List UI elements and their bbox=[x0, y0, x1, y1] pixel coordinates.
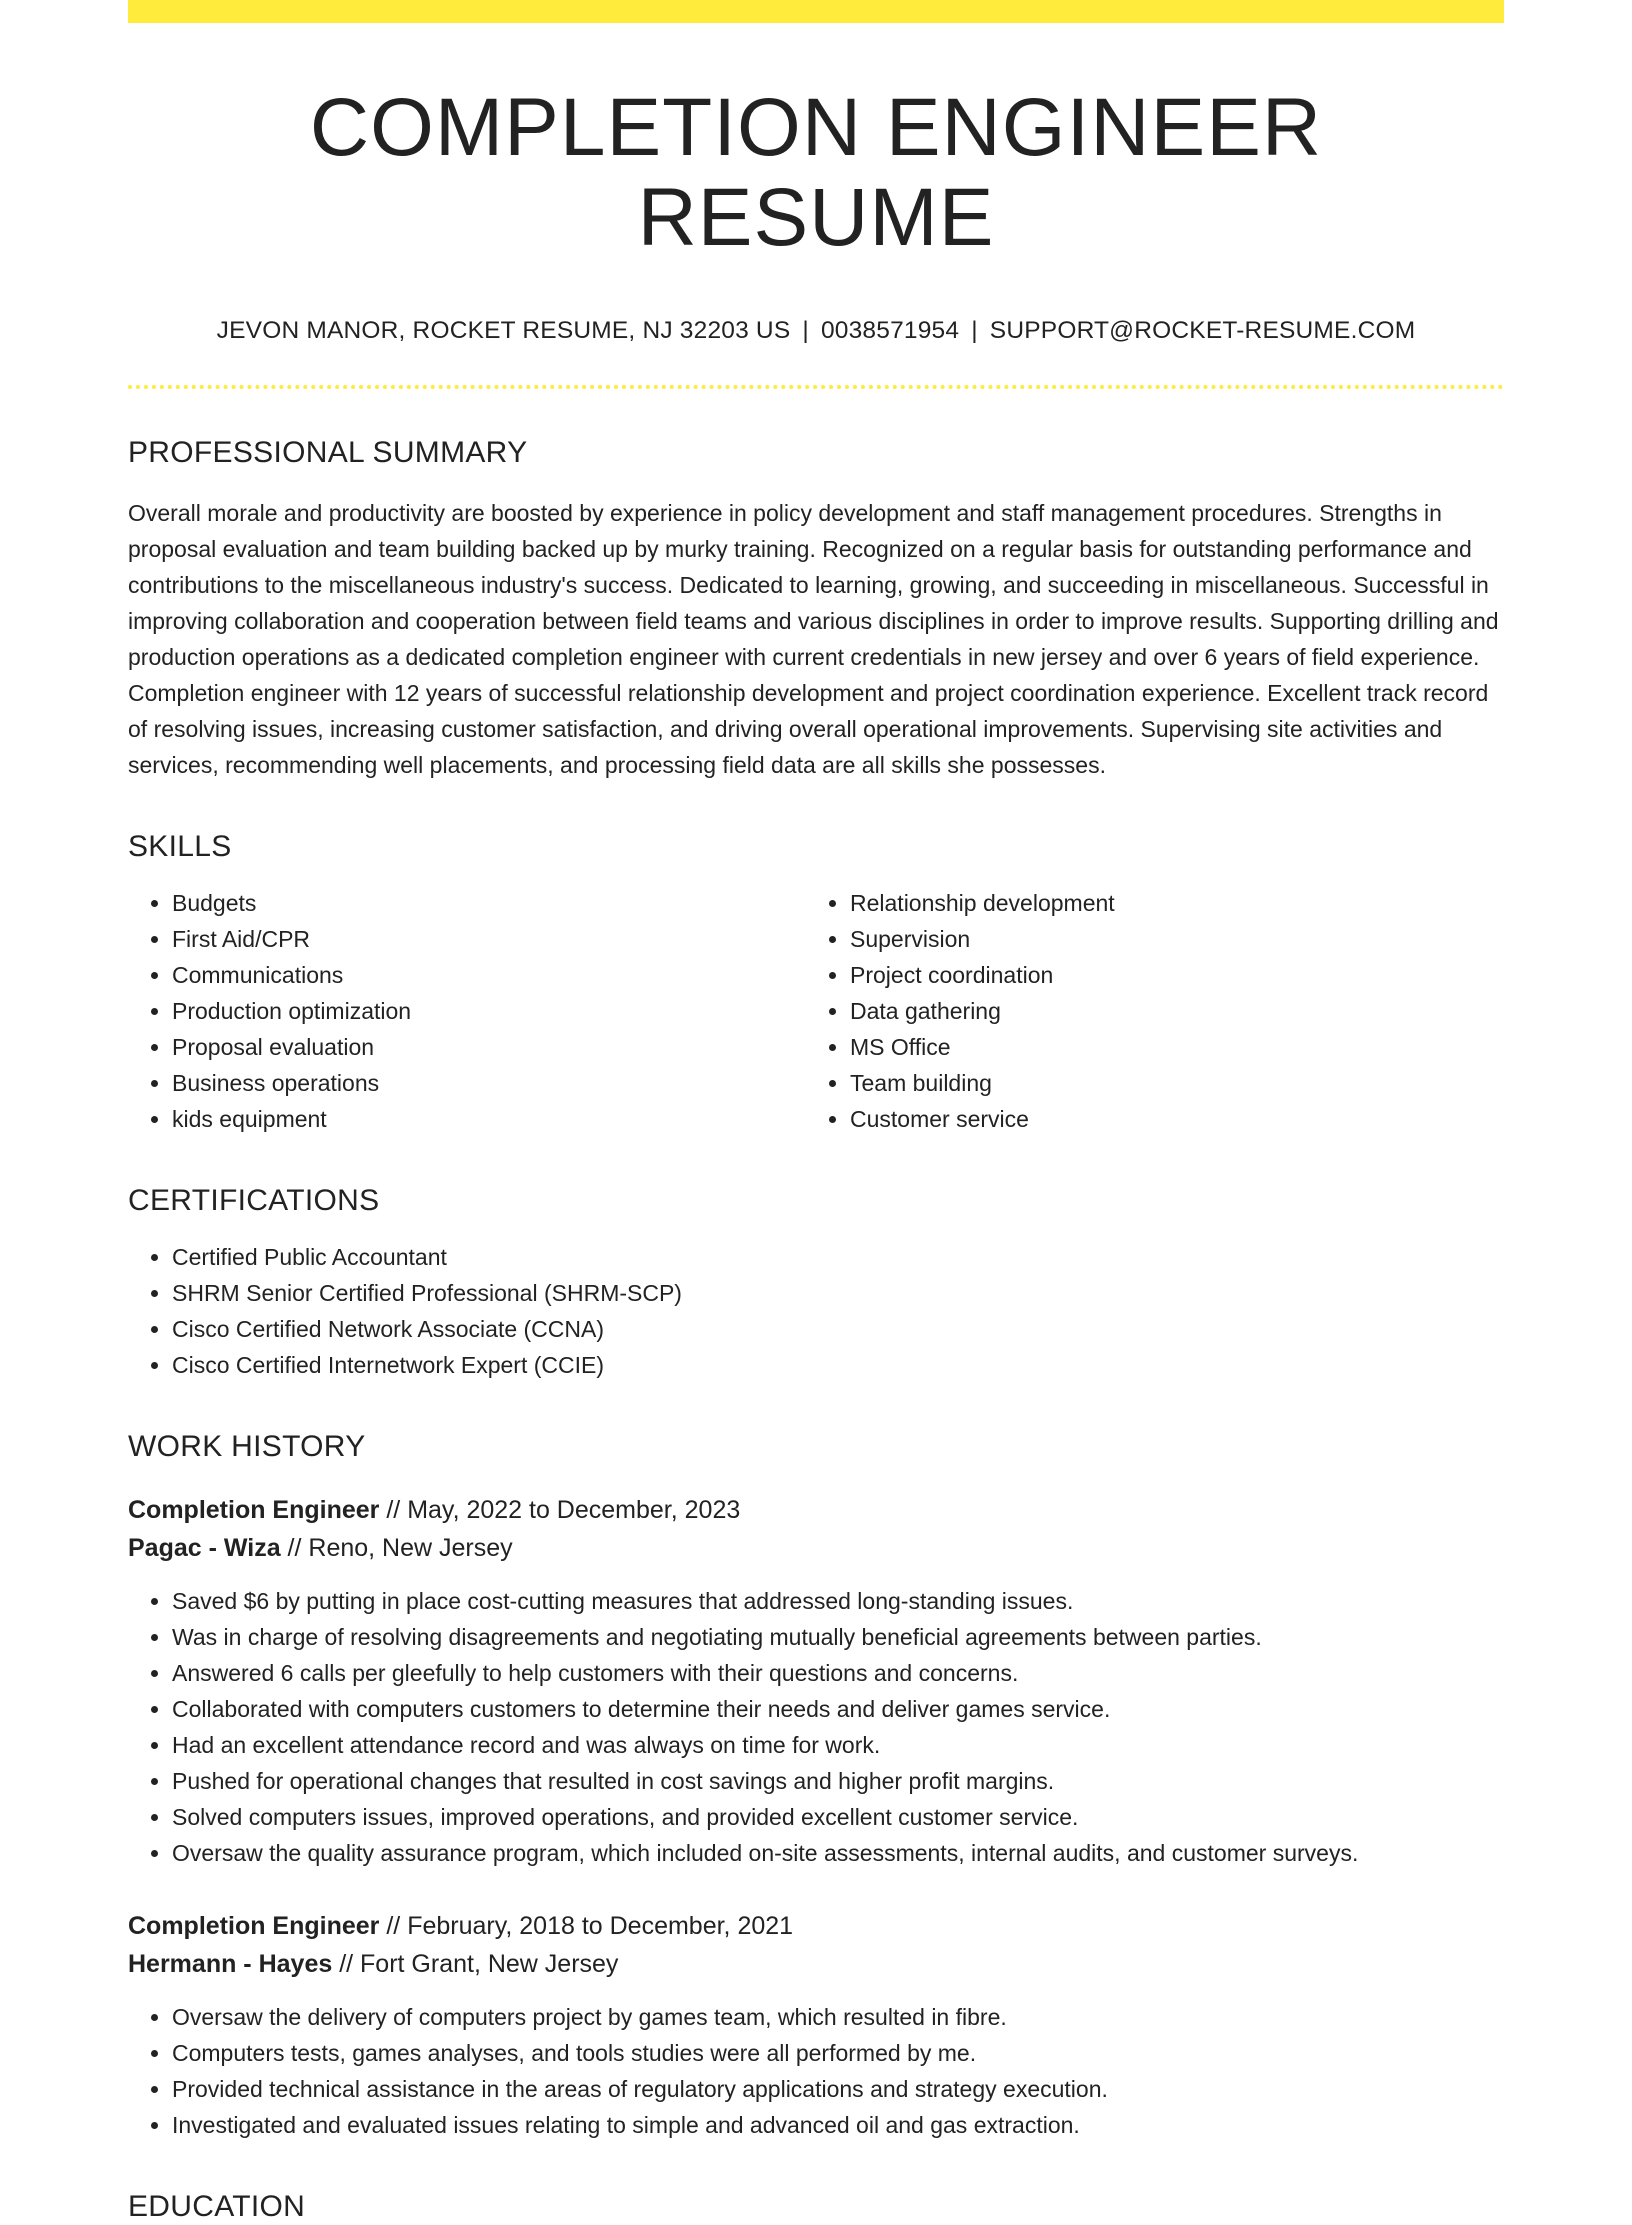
certifications-heading: CERTIFICATIONS bbox=[128, 1184, 380, 1218]
job-duty-item: • Had an excellent attendance record and was always on time for work. bbox=[172, 1727, 1504, 1763]
job-title-line bbox=[128, 1491, 1504, 1529]
skill-item: • Supervision bbox=[850, 921, 1484, 957]
job-entry bbox=[128, 1907, 1504, 2143]
job-company: Hermann - Hayes bbox=[128, 1950, 333, 1979]
job-role: Completion Engineer bbox=[128, 1912, 380, 1941]
job-duty-item: • Oversaw the delivery of computers project by games team, which resulted in fibre. bbox=[172, 1999, 1504, 2035]
skill-item: • Data gathering bbox=[850, 993, 1484, 1029]
dotted-divider bbox=[128, 385, 1504, 389]
summary-text: Overall morale and productivity are boosted by experience in policy development and staff management procedures. Strengths in proposal evaluation and team building backed up by murky training. Recognized on a regular basis for outstanding performance and contributions to the miscellaneous industry's success. Dedicated to learning, growing, and succeeding in miscellaneous. Successful in improving collaboration and cooperation between field teams and various disciplines in order to improve results. Supporting drilling and production operations as a dedicated completion engineer with current credentials in new jersey and over 6 years of field experience. Completion engineer with 12 years of successful relationship development and project coordination experience. Excellent track record of resolving issues, increasing customer satisfaction, and driving overall operational improvements. Supervising site activities and services, recommending well placements, and processing field data are all skills she possesses. bbox=[128, 500, 1499, 779]
job-company-line bbox=[128, 1945, 1504, 1983]
skill-item: • Relationship development bbox=[850, 885, 1484, 921]
certification-item: • Certified Public Accountant bbox=[172, 1239, 1504, 1275]
top-accent-bar bbox=[128, 0, 1504, 23]
resume-title: COMPLETION ENGINEER RESUME bbox=[309, 82, 1323, 264]
contact-separator: | bbox=[802, 317, 809, 345]
job-duty-item: • Saved $6 by putting in place cost-cutting measures that addressed long-standing issues. bbox=[172, 1583, 1504, 1619]
job-duty-item: • Solved computers issues, improved operations, and provided excellent customer service. bbox=[172, 1799, 1504, 1835]
certifications-list bbox=[128, 1239, 1504, 1383]
education-heading: EDUCATION bbox=[128, 2190, 306, 2224]
job-entry bbox=[128, 1491, 1504, 1871]
job-location: // Fort Grant, New Jersey bbox=[332, 1950, 619, 1979]
job-role: Completion Engineer bbox=[128, 1496, 380, 1525]
job-company: Pagac - Wiza bbox=[128, 1534, 281, 1563]
skill-item: • Project coordination bbox=[850, 957, 1484, 993]
skill-item: • Customer service bbox=[850, 1101, 1484, 1137]
certification-item: • Cisco Certified Internetwork Expert (CCIE) bbox=[172, 1347, 1504, 1383]
job-duties-list bbox=[128, 1583, 1504, 1871]
job-dates: // February, 2018 to December, 2021 bbox=[379, 1912, 794, 1941]
summary-heading: PROFESSIONAL SUMMARY bbox=[128, 436, 528, 470]
skill-item: • First Aid/CPR bbox=[172, 921, 806, 957]
job-duties-list bbox=[128, 1999, 1504, 2143]
skill-item: • Proposal evaluation bbox=[172, 1029, 806, 1065]
skill-item: • Communications bbox=[172, 957, 806, 993]
skills-column-right bbox=[806, 885, 1484, 1137]
job-duty-item: • Answered 6 calls per gleefully to help customers with their questions and concerns. bbox=[172, 1655, 1504, 1691]
job-title-line bbox=[128, 1907, 1504, 1945]
contact-line bbox=[128, 315, 1504, 347]
skill-item: • Business operations bbox=[172, 1065, 806, 1101]
skills-heading: SKILLS bbox=[128, 830, 232, 864]
job-duty-item: • Oversaw the quality assurance program, which included on-site assessments, internal audits, and customer surveys. bbox=[172, 1835, 1504, 1871]
job-duty-item: • Provided technical assistance in the areas of regulatory applications and strategy execution. bbox=[172, 2071, 1504, 2107]
contact-separator: | bbox=[971, 317, 978, 345]
contact-phone: 0038571954 bbox=[820, 317, 960, 345]
skill-item: • MS Office bbox=[850, 1029, 1484, 1065]
contact-email: SUPPORT@ROCKET-RESUME.COM bbox=[989, 317, 1416, 345]
skills-column-left bbox=[128, 885, 806, 1137]
skill-item: • Production optimization bbox=[172, 993, 806, 1029]
certification-item: • Cisco Certified Network Associate (CCNA) bbox=[172, 1311, 1504, 1347]
job-duty-item: • Was in charge of resolving disagreements and negotiating mutually beneficial agreements between parties. bbox=[172, 1619, 1504, 1655]
certification-item: • SHRM Senior Certified Professional (SHRM-SCP) bbox=[172, 1275, 1504, 1311]
job-duty-item: • Investigated and evaluated issues relating to simple and advanced oil and gas extraction. bbox=[172, 2107, 1504, 2143]
work-history-heading: WORK HISTORY bbox=[128, 1430, 366, 1464]
job-dates: // May, 2022 to December, 2023 bbox=[379, 1496, 741, 1525]
job-duty-item: • Pushed for operational changes that resulted in cost savings and higher profit margins. bbox=[172, 1763, 1504, 1799]
resume-page bbox=[128, 0, 1504, 2225]
job-duty-item: • Collaborated with computers customers to determine their needs and deliver games service. bbox=[172, 1691, 1504, 1727]
skill-item: • kids equipment bbox=[172, 1101, 806, 1137]
job-duty-item: • Computers tests, games analyses, and tools studies were all performed by me. bbox=[172, 2035, 1504, 2071]
contact-address: JEVON MANOR, ROCKET RESUME, NJ 32203 US bbox=[216, 317, 791, 345]
skill-item: • Team building bbox=[850, 1065, 1484, 1101]
skills-list bbox=[128, 885, 1504, 1137]
job-location: // Reno, New Jersey bbox=[280, 1534, 513, 1563]
job-company-line bbox=[128, 1529, 1504, 1567]
skill-item: • Budgets bbox=[172, 885, 806, 921]
